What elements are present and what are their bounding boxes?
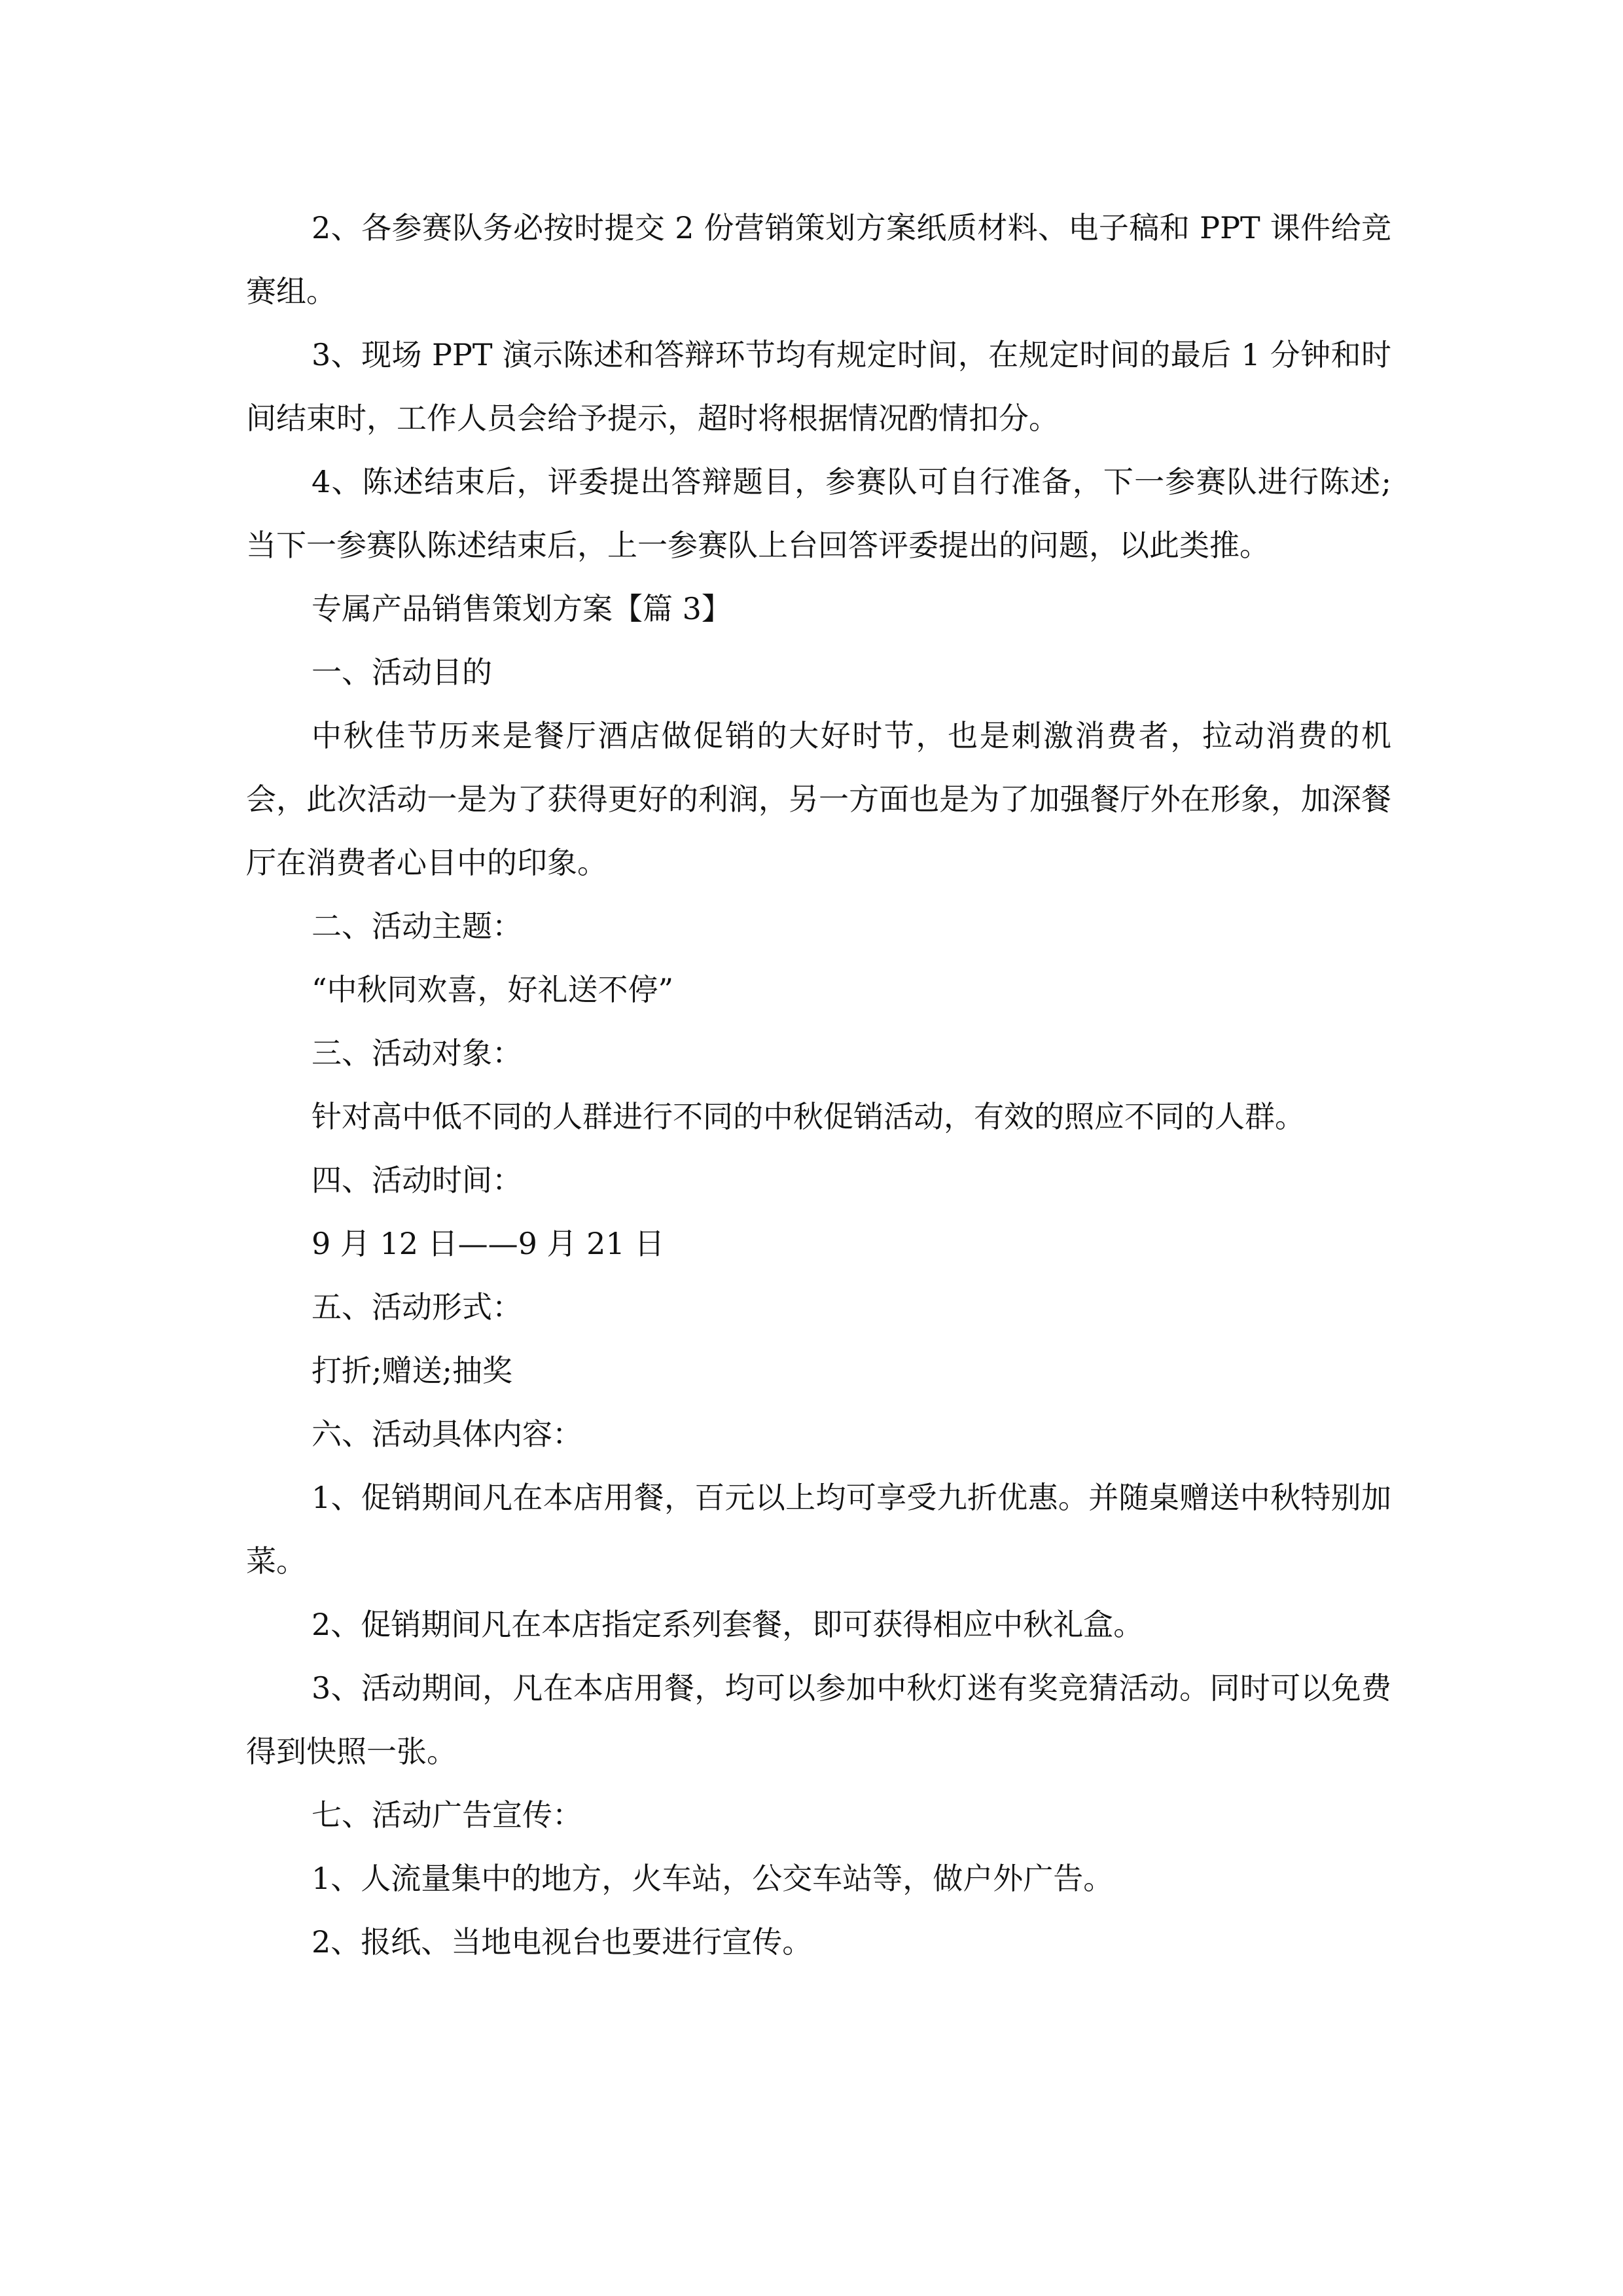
purpose-paragraph: 中秋佳节历来是餐厅酒店做促销的大好时节，也是刺激消费者，拉动消费的机会，此次活动一是为了获得更好的利润，另一方面也是为了加强餐厅外在形象，加深餐厅在消费者心目中的印象。 bbox=[246, 718, 1391, 880]
heading-activity-time: 四、活动时间： bbox=[312, 1162, 522, 1198]
content-item-1: 1、促销期间凡在本店用餐，百元以上均可享受九折优惠。并随桌赠送中秋特别加菜。 bbox=[246, 1480, 1391, 1579]
target-paragraph: 针对高中低不同的人群进行不同的中秋促销活动，有效的照应不同的人群。 bbox=[312, 1099, 1305, 1134]
heading-activity-form: 五、活动形式： bbox=[312, 1289, 522, 1325]
document-body bbox=[246, 196, 1391, 1974]
heading-activity-target: 三、活动对象： bbox=[312, 1035, 522, 1071]
section-title: 专属产品销售策划方案【篇 3】 bbox=[312, 591, 732, 626]
rule-paragraph-2: 2、各参赛队务必按时提交 2 份营销策划方案纸质材料、电子稿和 PPT 课件给竞赛组。 bbox=[246, 210, 1391, 309]
advertising-item-1: 1、人流量集中的地方，火车站，公交车站等，做户外广告。 bbox=[312, 1861, 1114, 1896]
content-item-2: 2、促销期间凡在本店指定系列套餐，即可获得相应中秋礼盒。 bbox=[312, 1607, 1144, 1642]
activity-forms: 打折;赠送;抽奖 bbox=[312, 1353, 512, 1388]
heading-activity-content: 六、活动具体内容： bbox=[312, 1416, 582, 1452]
content-item-3: 3、活动期间，凡在本店用餐，均可以参加中秋灯迷有奖竞猜活动。同时可以免费得到快照一张。 bbox=[246, 1670, 1391, 1769]
advertising-item-2: 2、报纸、当地电视台也要进行宣传。 bbox=[312, 1924, 813, 1960]
rule-paragraph-4: 4、陈述结束后，评委提出答辩题目，参赛队可自行准备，下一参赛队进行陈述;当下一参赛队陈述结束后，上一参赛队上台回答评委提出的问题，以此类推。 bbox=[246, 464, 1391, 563]
rule-paragraph-3: 3、现场 PPT 演示陈述和答辩环节均有规定时间，在规定时间的最后 1 分钟和时间结束时，工作人员会给予提示，超时将根据情况酌情扣分。 bbox=[246, 337, 1391, 436]
activity-theme-text: “中秋同欢喜，好礼送不停” bbox=[312, 972, 674, 1007]
heading-activity-purpose: 一、活动目的 bbox=[312, 655, 492, 690]
heading-activity-theme: 二、活动主题： bbox=[312, 908, 522, 944]
activity-dates: 9 月 12 日——9 月 21 日 bbox=[312, 1226, 665, 1261]
heading-advertising: 七、活动广告宣传： bbox=[312, 1797, 582, 1833]
